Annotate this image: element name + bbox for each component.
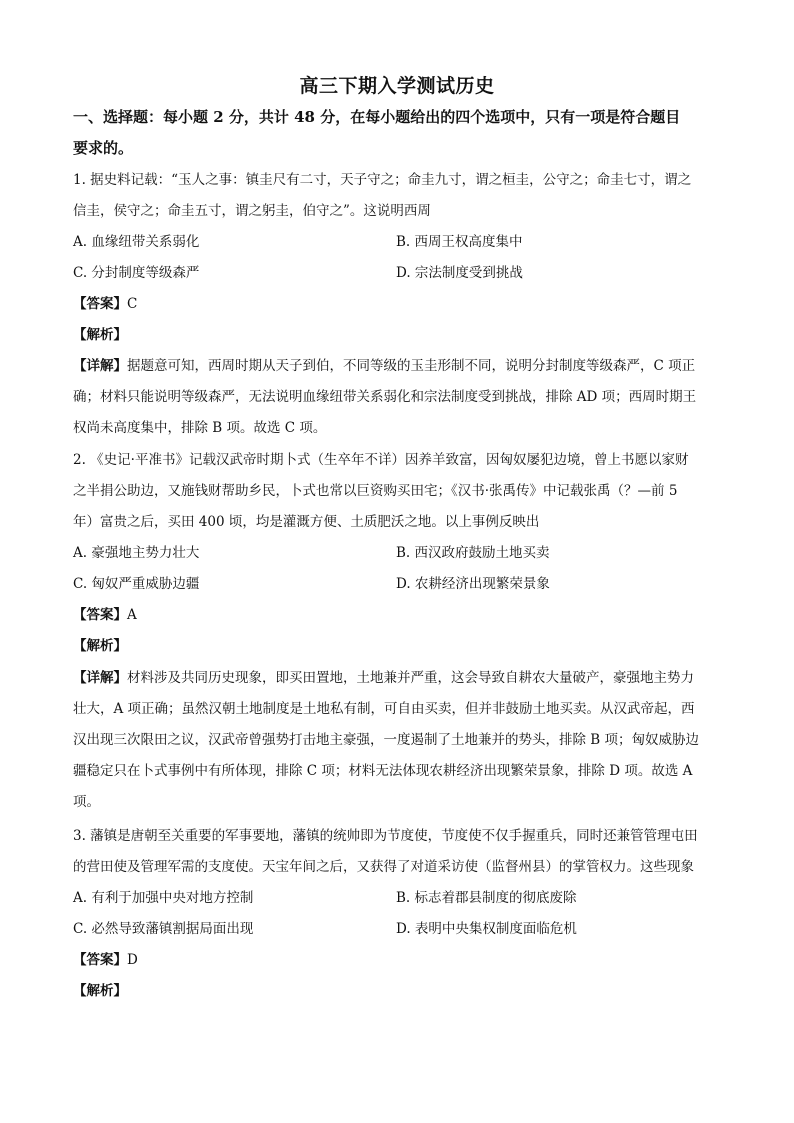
option-b: B. 标志着郡县制度的彻底废除 (396, 890, 577, 906)
answer-label: 【答案】 (73, 296, 127, 312)
detail-line: 【详解】材料涉及共同历史现象，即买田置地，土地兼并严重，这会导致自耕农大量破产，豪强地主势力 (73, 670, 694, 686)
detail-line: 项。 (73, 794, 100, 810)
option-d: D. 表明中央集权制度面临危机 (396, 921, 577, 937)
detail-label: 【详解】 (73, 358, 127, 374)
answer-value: A (127, 607, 137, 623)
option-c: C. 必然导致藩镇割据局面出现 (73, 921, 254, 937)
detail-line: 壮大，A 项正确；虽然汉朝土地制度是土地私有制，可自由买卖，但并非鼓励土地买卖。从汉武帝起，西 (73, 701, 695, 717)
detail-label: 【详解】 (73, 670, 127, 686)
question-stem-line: 1. 据史料记载：“玉人之事：镇圭尺有二寸，天子守之；命圭九寸，谓之桓圭，公守之；命圭七寸，谓之 (73, 172, 692, 188)
answer-label: 【答案】 (73, 952, 127, 968)
option-c: C. 分封制度等级森严 (73, 265, 200, 281)
option-b: B. 西汉政府鼓励土地买卖 (396, 545, 550, 561)
question-stem-line: 之半捐公助边，又施钱财帮助乡民，卜式也常以巨资购买田宅；《汉书·张禹传》中记载张禹（？—前 5 (73, 483, 678, 499)
detail-line: 汉出现三次限田之议，汉武帝曾强势打击地主豪强，一度遏制了土地兼并的势头，排除 B 项；匈奴威胁边 (73, 732, 700, 748)
detail-line: 【详解】据题意可知，西周时期从天子到伯，不同等级的玉圭形制不同，说明分封制度等级森严，C 项正 (73, 358, 696, 374)
detail-line: 疆稳定只在卜式事例中有所体现，排除 C 项；材料无法体现农耕经济出现繁荣景象，排除 D 项。故选 A (73, 763, 693, 779)
option-a: A. 有利于加强中央对地方控制 (73, 890, 254, 906)
question-stem-line: 2. 《史记·平准书》记载汉武帝时期卜式（生卒年不详）因养羊致富，因匈奴屡犯边境，曾上书愿以家财 (73, 452, 689, 468)
analysis-label: 【解析】 (73, 638, 127, 654)
answer-value: D (127, 952, 138, 968)
detail-line: 权尚未高度集中，排除 B 项。故选 C 项。 (73, 420, 327, 436)
analysis-label: 【解析】 (73, 327, 127, 343)
answer-label: 【答案】 (73, 607, 127, 623)
section-heading-line-2: 要求的。 (73, 139, 134, 157)
section-heading-line-1: 一、选择题：每小题 2 分，共计 48 分，在每小题给出的四个选项中，只有一项是符合题目 (73, 108, 681, 126)
option-c: C. 匈奴严重威胁边疆 (73, 576, 200, 592)
answer-row (73, 294, 137, 314)
option-d: D. 农耕经济出现繁荣景象 (396, 576, 550, 592)
detail-line: 确；材料只能说明等级森严，无法说明血缘纽带关系弱化和宗法制度受到挑战，排除 AD 项；西周时期王 (73, 389, 697, 405)
option-a: A. 豪强地主势力壮大 (73, 545, 200, 561)
option-d: D. 宗法制度受到挑战 (396, 265, 523, 281)
answer-row (73, 950, 138, 970)
answer-value: C (127, 296, 138, 312)
question-stem-line: 3. 藩镇是唐朝至关重要的军事要地，藩镇的统帅即为节度使，节度使不仅手握重兵，同时还兼管管理屯田 (73, 828, 698, 844)
page-title: 高三下期入学测试历史 (299, 75, 495, 97)
question-stem-line: 年）富贵之后，买田 400 顷，均是灌溉方便、土质肥沃之地。以上事例反映出 (73, 514, 540, 530)
question-stem-line: 信圭，侯守之；命圭五寸，谓之躬圭，伯守之”。这说明西周 (73, 203, 431, 219)
option-b: B. 西周王权高度集中 (396, 234, 523, 250)
option-a: A. 血缘纽带关系弱化 (73, 234, 200, 250)
analysis-label: 【解析】 (73, 983, 127, 999)
answer-row (73, 605, 137, 625)
question-stem-line: 的营田使及管理军需的支度使。天宝年间之后，又获得了对道采访使（监督州县）的掌管权力。这些现象 (73, 859, 694, 875)
